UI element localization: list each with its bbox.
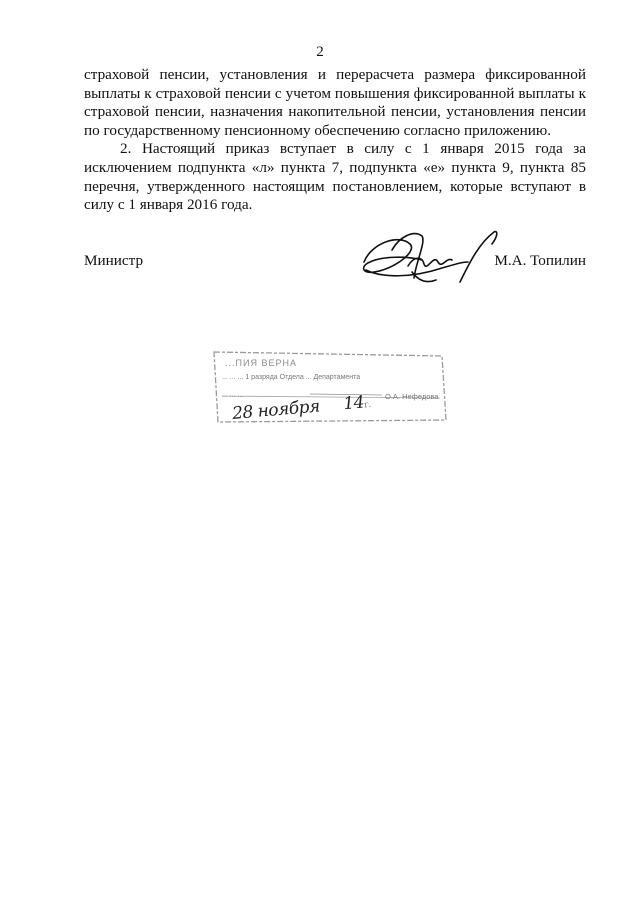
stamp-date-day-month: 28 ноября <box>231 396 321 425</box>
stamp-signature-line: ... ... ... <box>222 392 244 399</box>
signer-title: Министр <box>84 252 144 269</box>
text-line: страховой пенсии, назначения накопительной пенсии, установления пенсии <box>84 103 586 121</box>
text-line: исключением подпункта «л» пункта 7, подпункта «е» пункта 9, пункта 85 <box>84 158 586 176</box>
stamp-certifier-name: О.А. Нефедова <box>385 392 439 401</box>
signature-block <box>84 252 586 282</box>
signer-name: М.А. Топилин <box>494 252 586 269</box>
stamp-position-line: ... ... ... 1 разряда Отдела ... Департамента <box>222 374 361 381</box>
stamp-date-year: 14 <box>342 392 365 415</box>
stamp-date-suffix: г. <box>363 399 372 411</box>
text-line: по государственному пенсионному обеспечению согласно приложению. <box>84 121 552 139</box>
document-body <box>84 66 586 215</box>
text-line: выплаты к страховой пенсии с учетом повышения фиксированной выплаты к <box>84 84 586 102</box>
page-number: 2 <box>316 44 324 60</box>
text-line: перечня, утвержденного настоящим постановлением, которые вступают в <box>84 177 586 195</box>
handwritten-signature <box>352 222 502 294</box>
text-line: страховой пенсии, установления и перерасчета размера фиксированной <box>84 66 586 83</box>
paragraph-2 <box>84 140 586 214</box>
text-line: 2. Настоящий приказ вступает в силу с 1 января 2015 года за <box>120 140 586 158</box>
paragraph-1 <box>84 66 586 140</box>
stamp-heading: ...ПИЯ ВЕРНА <box>225 358 297 368</box>
text-line: силу с 1 января 2016 года. <box>84 196 253 214</box>
